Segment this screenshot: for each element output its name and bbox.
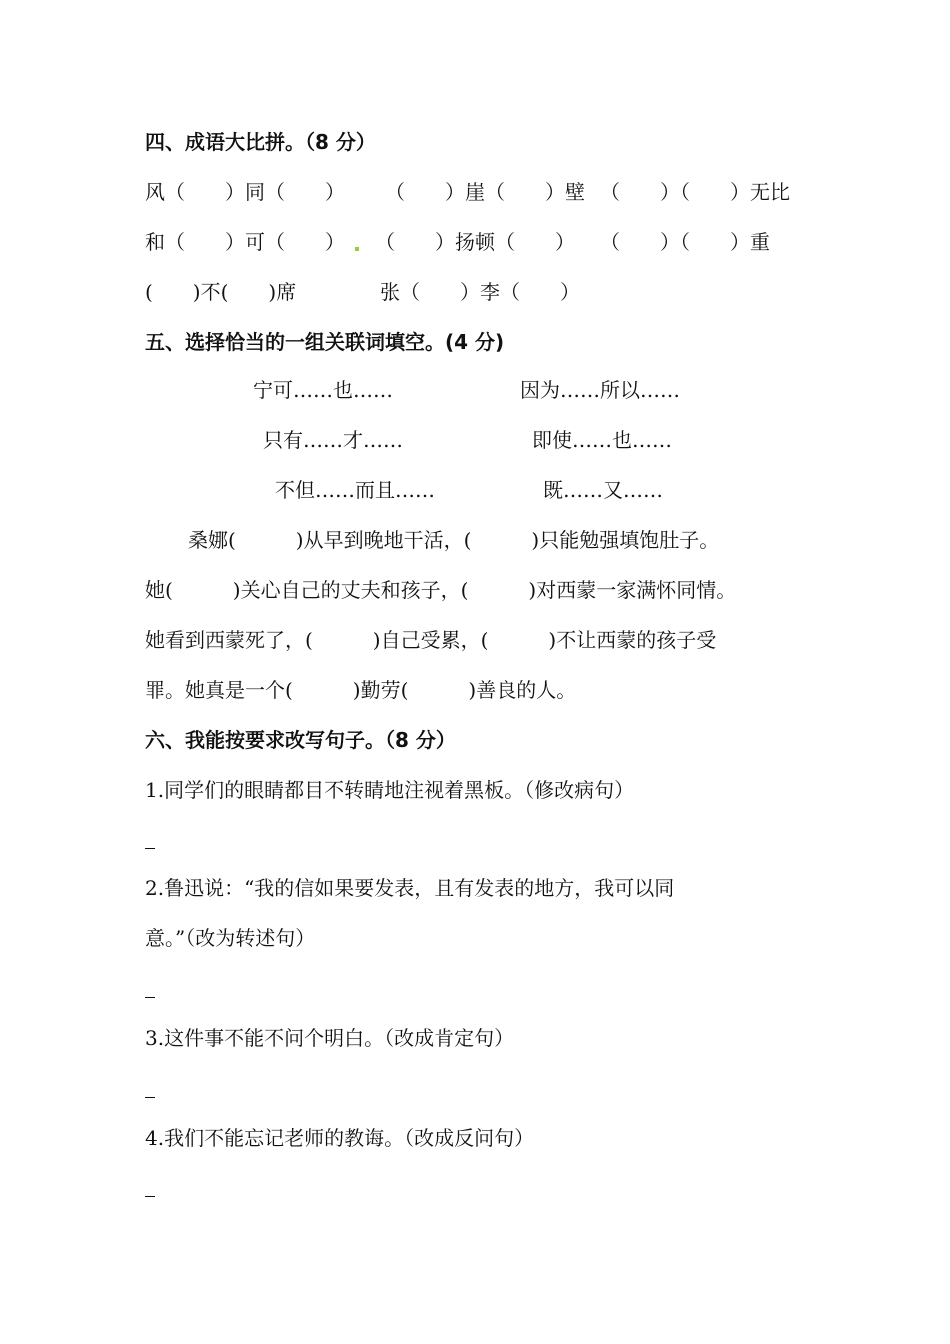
idiom-7: ( )不( )席 [145, 280, 297, 304]
passage-line: 桑娜( )从早到晚地干活，( )只能勉强填饱肚子。 [188, 528, 720, 552]
passage-line: 她看到西蒙死了，( )自己受累，( )不让西蒙的孩子受 [145, 628, 717, 652]
answer-blank-2[interactable] [145, 997, 155, 998]
answer-blank-4[interactable] [145, 1196, 155, 1197]
idiom-5: （ ）扬顿（ ） [375, 230, 575, 254]
conjunction-option: 因为……所以…… [520, 378, 680, 402]
section-4-title: 四、成语大比拼。（8 分） [145, 130, 376, 154]
idiom-1: 风（ ）同（ ） [145, 180, 345, 204]
passage-line: 她( )关心自己的丈夫和孩子，( )对西蒙一家满怀同情。 [145, 578, 737, 602]
conjunction-option: 不但……而且…… [275, 478, 435, 502]
question-1: 1.同学们的眼睛都目不转睛地注视着黑板。（修改病句） [145, 778, 635, 802]
passage-line: 罪。她真是一个( )勤劳( )善良的人。 [145, 678, 577, 702]
question-2-line-2: 意。”（改为转述句） [145, 926, 316, 950]
idiom-2: （ ）崖（ ）壁 [385, 180, 585, 204]
question-2-line-1: 2.鲁迅说：“我的信如果要发表，且有发表的地方，我可以同 [145, 876, 675, 900]
idiom-6: （ ）（ ）重 [600, 230, 770, 254]
stray-dot-mark [355, 247, 359, 251]
conjunction-option: 只有……才…… [263, 428, 403, 452]
conjunction-option: 宁可……也…… [253, 378, 393, 402]
idiom-8: 张（ ）李（ ） [380, 280, 580, 304]
section-6-title: 六、我能按要求改写句子。（8 分） [145, 728, 456, 752]
idiom-4: 和（ ）可（ ） [145, 230, 345, 254]
conjunction-option: 即使……也…… [532, 428, 672, 452]
question-4: 4.我们不能忘记老师的教诲。（改成反问句） [145, 1126, 535, 1150]
conjunction-option: 既……又…… [543, 478, 663, 502]
answer-blank-1[interactable] [145, 848, 155, 849]
section-5-title: 五、选择恰当的一组关联词填空。(4 分) [145, 330, 505, 354]
idiom-3: （ ）（ ）无比 [600, 180, 790, 204]
question-3: 3.这件事不能不问个明白。（改成肯定句） [145, 1026, 515, 1050]
answer-blank-3[interactable] [145, 1097, 155, 1098]
